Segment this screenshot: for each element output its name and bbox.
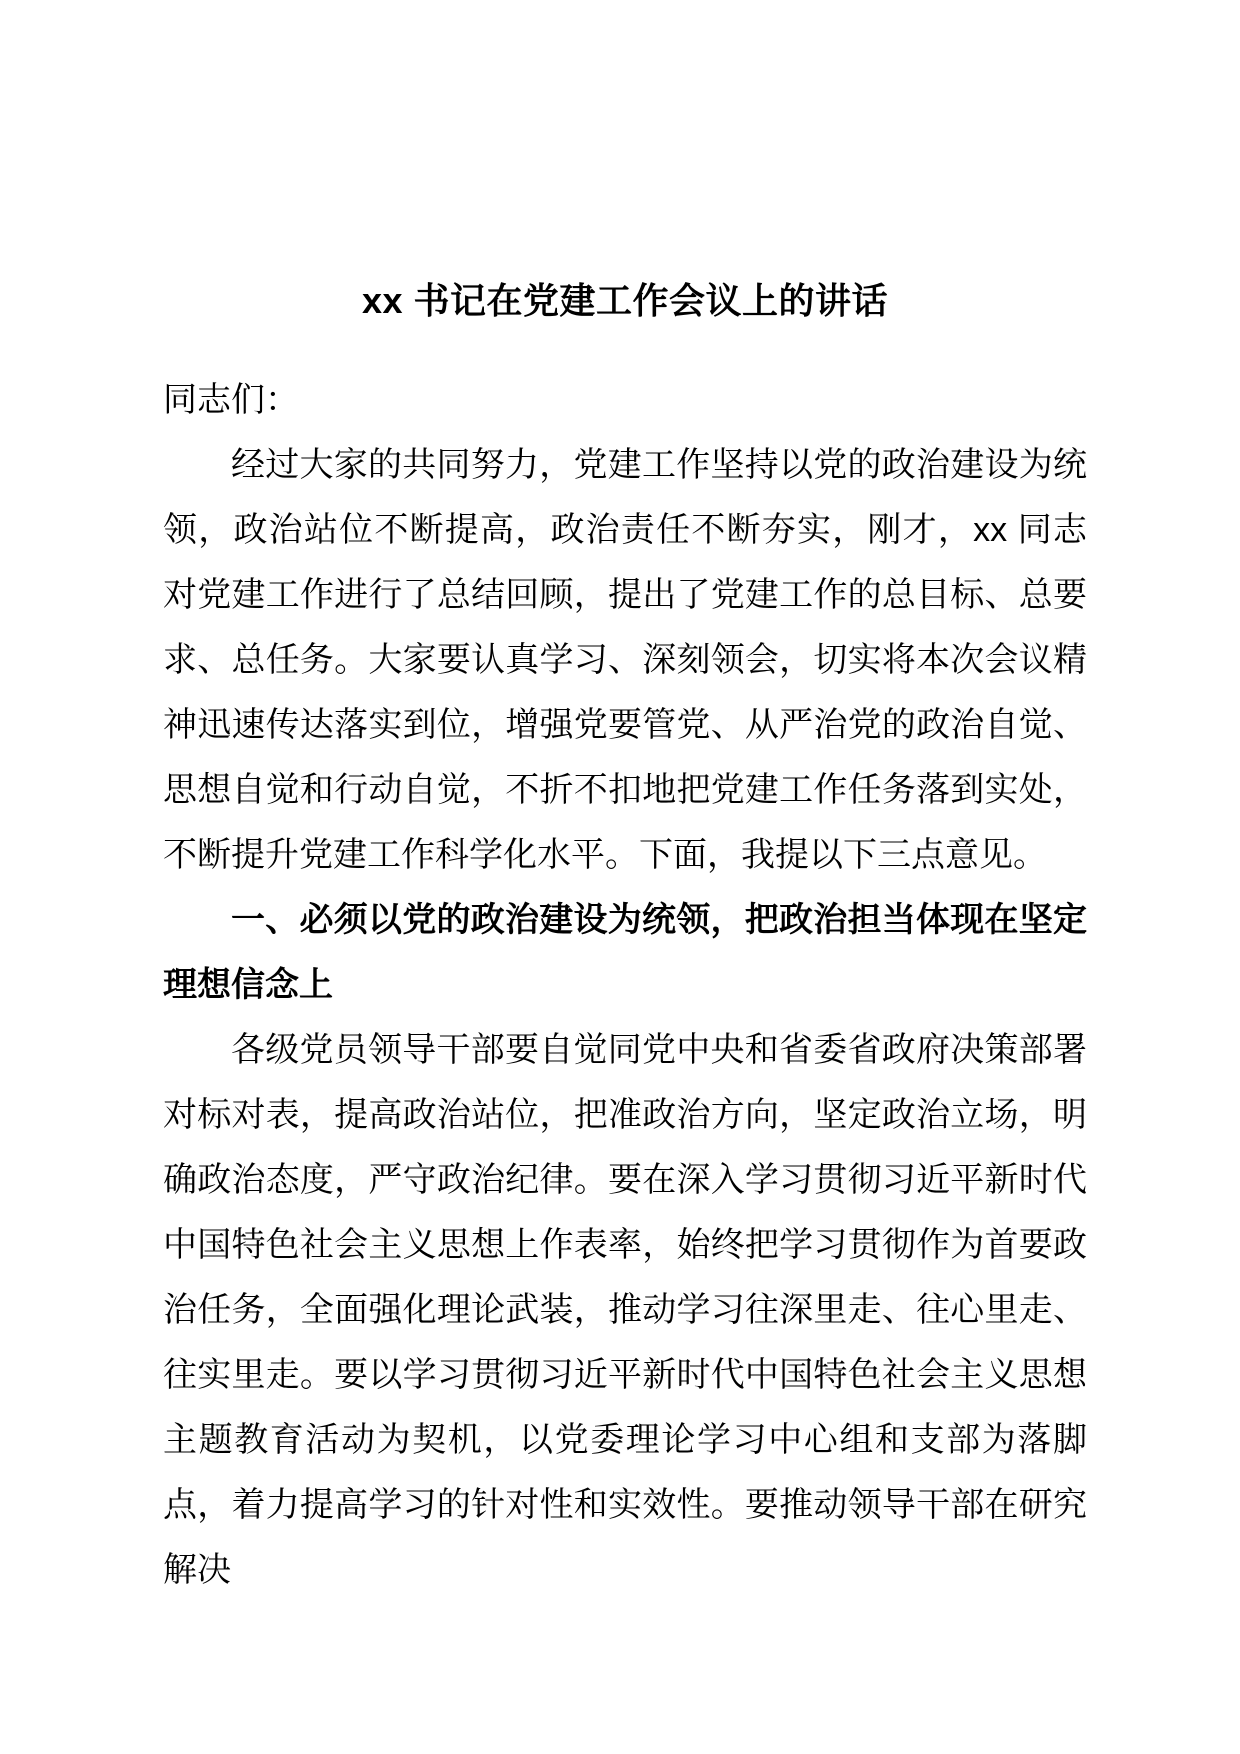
section-1-heading: 一、必须以党的政治建设为统领，把政治担当体现在坚定理想信念上: [163, 901, 1087, 1004]
intro-paragraph: 经过大家的共同努力，党建工作坚持以党的政治建设为统领，政治站位不断提高，政治责任不断夯实，刚才，xx 同志对党建工作进行了总结回顾，提出了党建工作的总目标、总要求、总任务。大家要认真学习、深刻领会，切实将本次会议精神迅速传达落实到位，增强党要管党、从严治党的政治自觉、思想自觉和行动自觉，不折不扣地把党建工作任务落到实处，不断提升党建工作科学化水平。下面，我提以下三点意见。: [163, 446, 1087, 874]
section-1-paragraph: 各级党员领导干部要自觉同党中央和省委省政府决策部署对标对表，提高政治站位，把准政治方向，坚定政治立场，明确政治态度，严守政治纪律。要在深入学习贯彻习近平新时代中国特色社会主义思想上作表率，始终把学习贯彻作为首要政治任务，全面强化理论武装，推动学习往深里走、往心里走、往实里走。要以学习贯彻习近平新时代中国特色社会主义思想主题教育活动为契机，以党委理论学习中心组和支部为落脚点，着力提高学习的针对性和实效性。要推动领导干部在研究解决: [163, 1031, 1087, 1589]
salutation-line: 同志们：: [163, 381, 299, 419]
document-title: xx 书记在党建工作会议上的讲话: [361, 280, 889, 321]
